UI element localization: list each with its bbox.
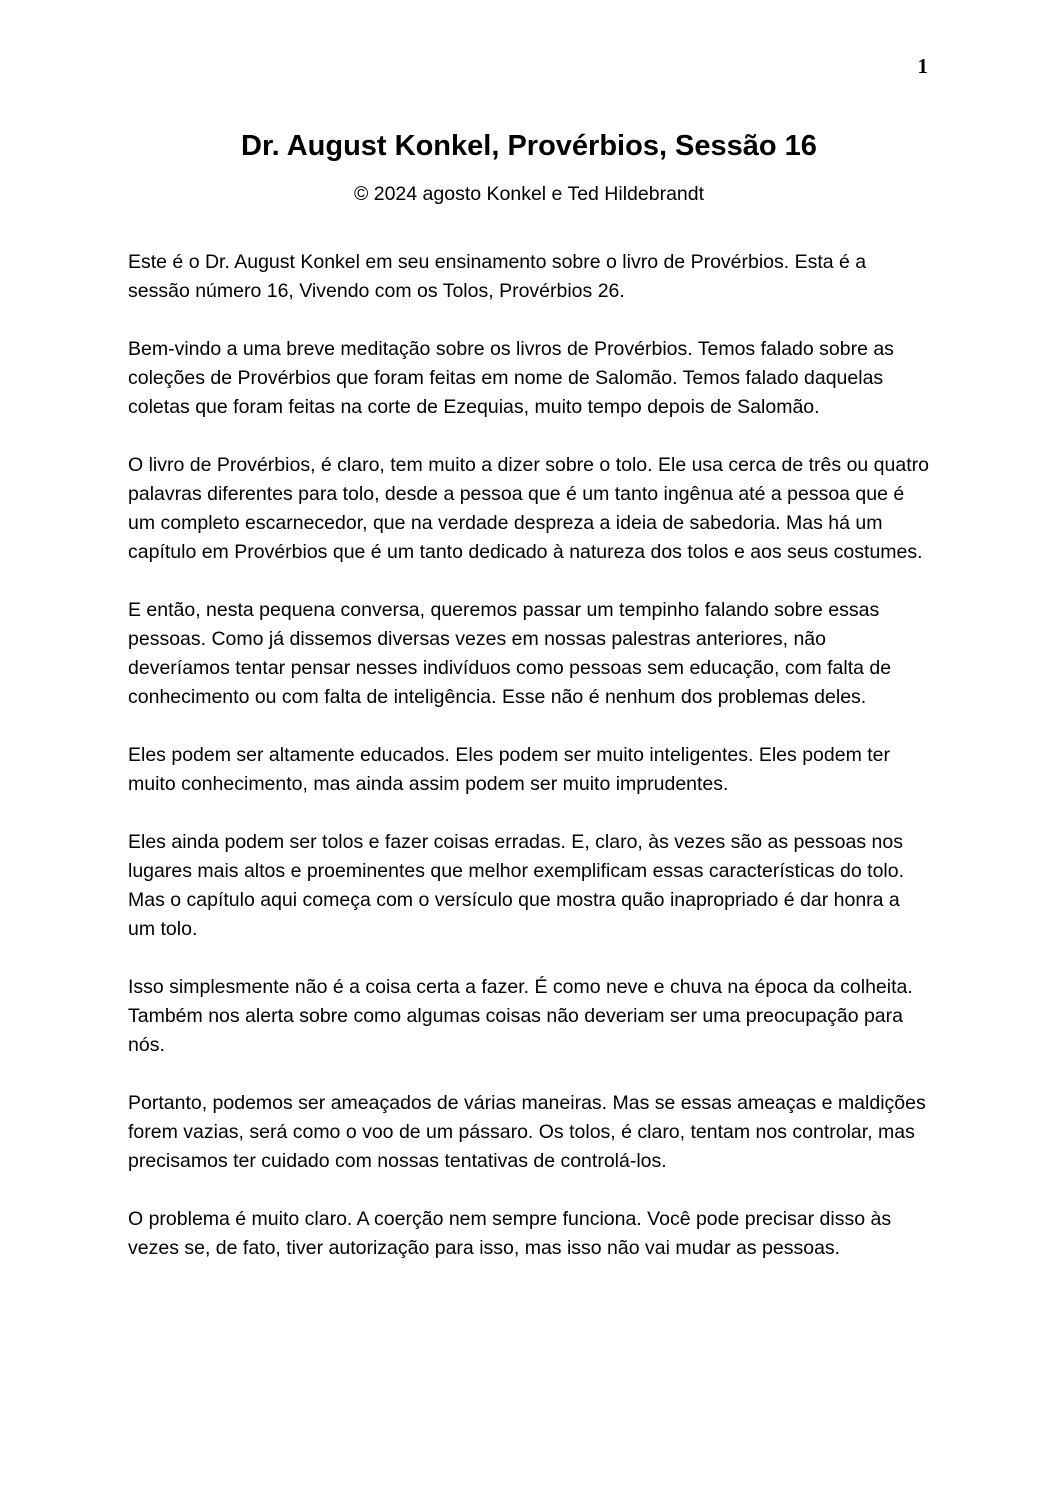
paragraph-highly-educated: Eles podem ser altamente educados. Eles podem ser muito inteligentes. Eles podem ter muito conhecimento, mas ainda assim podem ser muito imprudentes. <box>128 743 890 795</box>
paragraph-fools-wrong-things: Eles ainda podem ser tolos e fazer coisas erradas. E, claro, às vezes são as pessoas nos lugares mais altos e proeminentes que melhor exemplificam essas características do tolo. Mas o capítulo aqui começa com o versículo que mostra quão inapropriado é dar honra a um tolo. <box>128 830 905 940</box>
paragraph-welcome: Bem-vindo a uma breve meditação sobre os livros de Provérbios. Temos falado sobre as coleções de Provérbios que foram feitas em nome de Salomão. Temos falado daquelas coletas que foram feitas na corte de Ezequias, muito tempo depois de Salomão. <box>128 337 894 418</box>
document-body <box>128 248 930 1263</box>
copyright-line: © 2024 agosto Konkel e Ted Hildebrandt <box>353 182 705 205</box>
paragraph-threats: Portanto, podemos ser ameaçados de várias maneiras. Mas se essas ameaças e maldições forem vazias, será como o voo de um pássaro. Os tolos, é claro, tentam nos controlar, mas precisamos ter cuidado com nossas tentativas de controlá-los. <box>128 1091 926 1172</box>
paragraph-coercion: O problema é muito claro. A coerção nem sempre funciona. Você pode precisar disso às vezes se, de fato, tiver autorização para isso, mas isso não vai mudar as pessoas. <box>128 1207 892 1259</box>
document-title: Dr. August Konkel, Provérbios, Sessão 16 <box>241 130 817 163</box>
paragraph-not-right-thing: Isso simplesmente não é a coisa certa a fazer. É como neve e chuva na época da colheita. Também nos alerta sobre como algumas coisas não deveriam ser uma preocupação para nós. <box>128 975 913 1056</box>
paragraph-book-of-proverbs: O livro de Provérbios, é claro, tem muito a dizer sobre o tolo. Ele usa cerca de três ou quatro palavras diferentes para tolo, desde a pessoa que é um tanto ingênua até a pessoa que é um completo escarnecedor, que na verdade despreza a ideia de sabedoria. Mas há um capítulo em Provérbios que é um tanto dedicado à natureza dos tolos e aos seus costumes. <box>128 453 929 563</box>
paragraph-intro: Este é o Dr. August Konkel em seu ensinamento sobre o livro de Provérbios. Esta é a sessão número 16, Vivendo com os Tolos, Provérbios 26. <box>128 250 867 302</box>
page-number: 1 <box>917 54 928 78</box>
paragraph-these-people: E então, nesta pequena conversa, queremos passar um tempinho falando sobre essas pessoas. Como já dissemos diversas vezes em nossas palestras anteriores, não deveríamos tentar pensar nesses indivíduos como pessoas sem educação, com falta de conhecimento ou com falta de inteligência. Esse não é nenhum dos problemas deles. <box>128 598 892 708</box>
